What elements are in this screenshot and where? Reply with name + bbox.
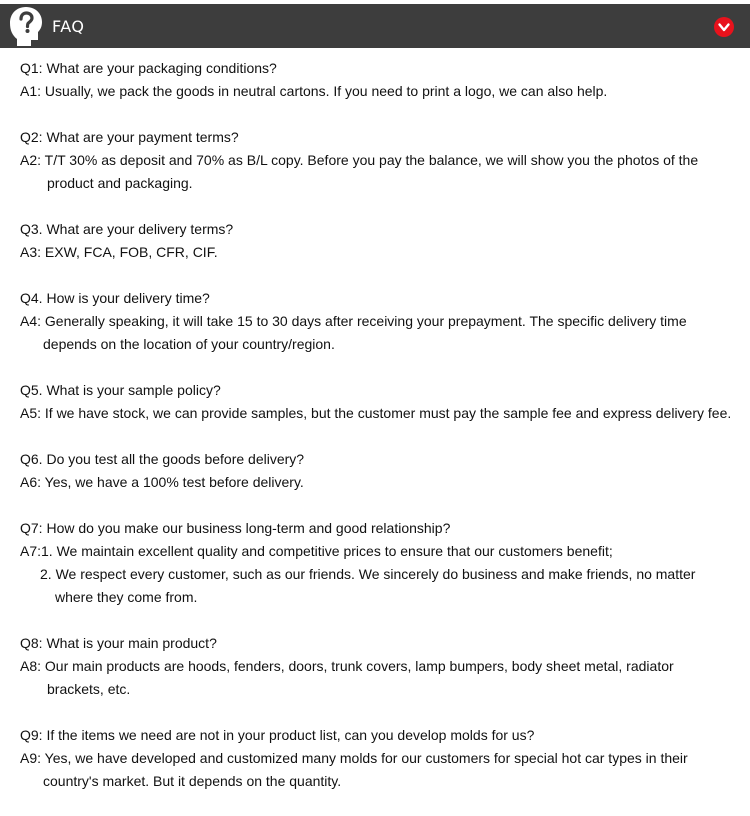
faq-answer: A8: Our main products are hoods, fenders, doors, trunk covers, lamp bumpers, body sheet metal, radiator: [20, 658, 674, 674]
faq-item-9: [20, 724, 735, 793]
faq-item-5: [20, 379, 735, 425]
faq-question: Q4. How is your delivery time?: [20, 290, 210, 306]
faq-question: Q9: If the items we need are not in your product list, can you develop molds for us?: [20, 727, 535, 743]
faq-question: Q8: What is your main product?: [20, 635, 217, 651]
faq-answer: A4: Generally speaking, it will take 15 to 30 days after receiving your prepayment. The specific delivery time: [20, 313, 687, 329]
faq-item-7: [20, 517, 735, 609]
faq-answer: A3: EXW, FCA, FOB, CFR, CIF.: [20, 244, 218, 260]
faq-item-1: [20, 57, 735, 103]
faq-item-8: [20, 632, 735, 701]
faq-item-4: [20, 287, 735, 356]
faq-answer: A1: Usually, we pack the goods in neutral cartons. If you need to print a logo, we can also help.: [20, 83, 608, 99]
faq-question: Q7: How do you make our business long-term and good relationship?: [20, 520, 451, 536]
faq-answer: A5: If we have stock, we can provide samples, but the customer must pay the sample fee and express delivery fee.: [20, 405, 732, 421]
faq-answer-continuation: where they come from.: [55, 589, 198, 605]
faq-item-6: [20, 448, 735, 494]
faq-answer-continuation: country's market. But it depends on the quantity.: [43, 773, 342, 789]
faq-header: [0, 4, 750, 48]
faq-answer: A7:1. We maintain excellent quality and competitive prices to ensure that our customers benefit;: [20, 543, 613, 559]
chevron-down-icon: [714, 17, 734, 37]
faq-answer-point: 2. We respect every customer, such as our friends. We sincerely do business and make friends, no matter: [40, 566, 696, 582]
faq-question: Q1: What are your packaging conditions?: [20, 60, 277, 76]
faq-answer-continuation: depends on the location of your country/region.: [43, 336, 335, 352]
collapse-toggle-button[interactable]: [714, 17, 734, 37]
faq-item-2: [20, 126, 735, 195]
faq-title: FAQ: [52, 17, 85, 36]
faq-question: Q6. Do you test all the goods before delivery?: [20, 451, 305, 467]
faq-answer-continuation: product and packaging.: [47, 175, 193, 191]
faq-question: Q3. What are your delivery terms?: [20, 221, 234, 237]
faq-answer-continuation: brackets, etc.: [47, 681, 131, 697]
faq-answer: A9: Yes, we have developed and customized many molds for our customers for special hot car types in their: [20, 750, 688, 766]
faq-list: [20, 57, 735, 816]
faq-question: Q2: What are your payment terms?: [20, 129, 239, 145]
faq-item-3: [20, 218, 735, 264]
help-question-icon: [6, 4, 46, 48]
faq-question: Q5. What is your sample policy?: [20, 382, 221, 398]
faq-answer: A2: T/T 30% as deposit and 70% as B/L copy. Before you pay the balance, we will show you the photos of the: [20, 152, 699, 168]
faq-answer: A6: Yes, we have a 100% test before delivery.: [20, 474, 304, 490]
